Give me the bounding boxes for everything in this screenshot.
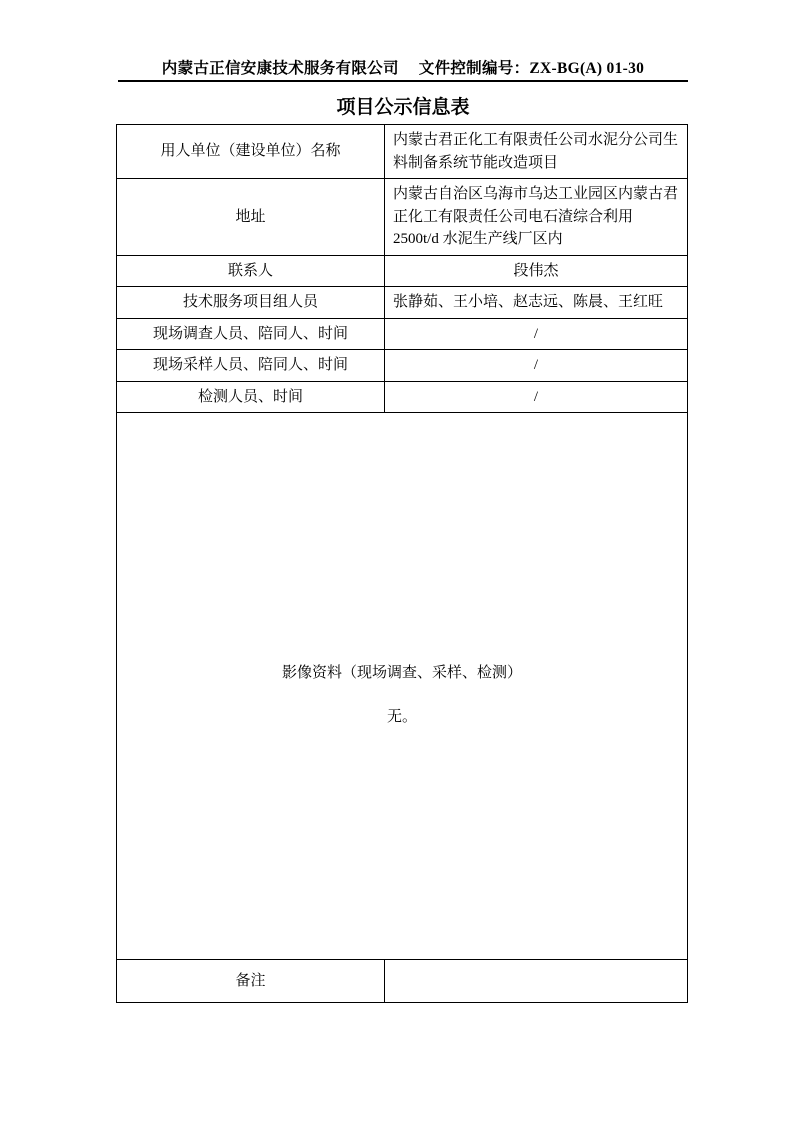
row-value-site-survey: / [385, 318, 688, 350]
row-value-address: 内蒙古自治区乌海市乌达工业园区内蒙古君正化工有限责任公司电石渣综合利用 2500t/d 水泥生产线厂区内 [385, 179, 688, 256]
row-label-team-members: 技术服务项目组人员 [117, 287, 385, 319]
media-section-content: 无。 [386, 709, 417, 725]
remark-row [117, 960, 688, 1003]
row-value-employer-name: 内蒙古君正化工有限责任公司水泥分公司生料制备系统节能改造项目 [385, 125, 688, 179]
row-label-remark: 备注 [117, 960, 385, 1003]
table-row [117, 125, 688, 179]
page-header [118, 56, 688, 78]
row-label-site-sampling: 现场采样人员、陪同人、时间 [117, 350, 385, 382]
media-section [117, 413, 688, 960]
row-value-testing: / [385, 381, 688, 413]
row-label-employer-name: 用人单位（建设单位）名称 [117, 125, 385, 179]
row-label-site-survey: 现场调查人员、陪同人、时间 [117, 318, 385, 350]
row-label-address: 地址 [117, 179, 385, 256]
row-value-contact: 段伟杰 [385, 255, 688, 287]
row-label-testing: 检测人员、时间 [117, 381, 385, 413]
page-title: 项目公示信息表 [336, 97, 470, 118]
table-row [117, 381, 688, 413]
table-row [117, 179, 688, 256]
table-row [117, 318, 688, 350]
header-doc-control-number: 文件控制编号：ZX-BG(A) 01-30 [418, 60, 645, 77]
row-value-site-sampling: / [385, 350, 688, 382]
row-value-team-members: 张静茹、王小培、赵志远、陈晨、王红旺 [385, 287, 688, 319]
media-section-row [117, 413, 688, 960]
row-label-contact: 联系人 [117, 255, 385, 287]
table-row [117, 255, 688, 287]
header-divider [118, 80, 688, 82]
table-row [117, 287, 688, 319]
row-value-remark [385, 960, 688, 1003]
media-section-heading: 影像资料（现场调查、采样、检测） [281, 664, 522, 681]
project-info-table [116, 124, 688, 1003]
header-company: 内蒙古正信安康技术服务有限公司 [161, 60, 399, 77]
table-row [117, 350, 688, 382]
